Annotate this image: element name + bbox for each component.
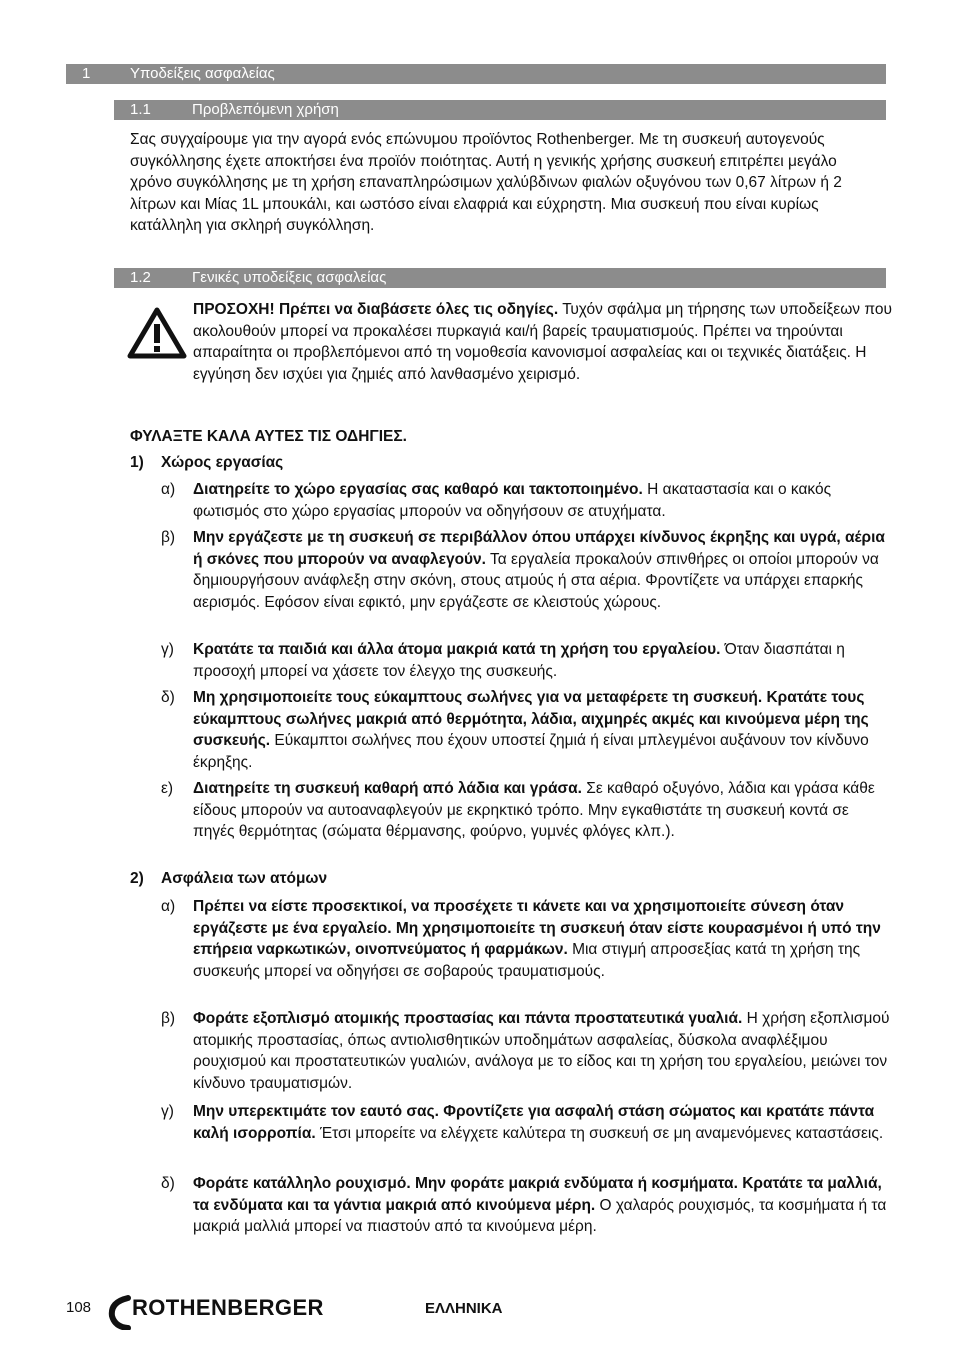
list-item-text: Η χρήση εξοπλισμού ατομικής προστασίας, όπως αντιολισθητικών υποδημάτων ασφαλείας, δύσκολα αναφλέξιμου ρουχισμού και προστατευτικών γυαλιών, ανάλογα με το είδος και τη χρήση του εργαλείου, μειώνει τον κίνδυνο τραυματισμών. — [193, 1010, 890, 1092]
heading-number: 1.2 — [130, 269, 151, 286]
list-item-bold: Φοράτε κατάλληλο ρουχισμό. Μην φοράτε μακριά ενδύματα ή κοσμήματα. Κρατάτε τα μαλλιά, τα ενδύματα και τα γάντια μακριά από κινούμενα μέρη. — [193, 1175, 882, 1214]
list-letter: α) — [161, 481, 176, 498]
list-item-bold: Διατηρείτε τη συσκευή καθαρή από λάδια και γράσα. — [193, 780, 582, 797]
list-item-text: Ο χαλαρός ρουχισμός, τα κοσμήματα ή τα μακριά μαλλιά μπορεί να πιαστούν από τα κινούμενα μέρη. — [193, 1196, 887, 1235]
subsection-heading — [130, 454, 283, 472]
warning-body: Τυχόν σφάλμα μη τήρησης των υποδείξεων που ακολουθούν μπορεί να προκαλέσει πυρκαγιά και/ή βαρείς τραυματισμούς. Πρέπει να τηρούνται απαραίτητα οι προβλεπόμενοι από τη νομοθεσία κανονισμοί ασφαλείας και οι τεχνικές διατάξεις. Η εγγύηση δεν ισχύει για ζημιές από λανθασμένο χειρισμό. — [193, 301, 892, 383]
list-item-text: Έτσι μπορείτε να ελέγχετε καλύτερα τη συσκευή σε μη αναμενόμενες καταστάσεις. — [315, 1124, 884, 1142]
list-item-text: Όταν διασπάται η προσοχή μπορεί να χάσετε τον έλεγχο της συσκευής. — [193, 641, 845, 680]
page-number: 108 — [66, 1299, 92, 1316]
list-letter: γ) — [161, 641, 174, 658]
heading-title: Υποδείξεις ασφαλείας — [130, 65, 275, 82]
heading-title: Προβλεπόμενη χρήση — [192, 101, 339, 118]
list-item-bold: Διατηρείτε το χώρο εργασίας σας καθαρό και τακτοποιημένο. — [193, 481, 643, 498]
list-item-body — [193, 527, 890, 613]
list-item-text: Η ακαταστασία και ο κακός φωτισμός στο χώρο εργασίας μπορούν να οδηγήσουν σε ατυχήματα. — [193, 481, 832, 520]
section-heading-1 — [66, 64, 886, 84]
list-item-bold: Κρατάτε τα παιδιά και άλλα άτομα μακριά κατά τη χρήση του εργαλείου. — [193, 641, 721, 658]
list-item-body — [193, 1101, 890, 1144]
list-item-body — [193, 639, 890, 682]
keep-instructions-heading: ΦΥΛΑΞΤΕ ΚΑΛΑ ΑΥΤΕΣ ΤΙΣ ΟΔΗΓΙΕΣ. — [130, 428, 407, 445]
warning-paragraph — [193, 299, 893, 385]
list-item-bold: Μην εργάζεστε με τη συσκευή σε περιβάλλον όπου υπάρχει κίνδυνος έκρηξης και υγρά, αέρια ή σκόνες που μπορούν να αναφλεγούν. — [193, 529, 885, 568]
list-letter: δ) — [161, 689, 175, 706]
subsection-heading — [130, 870, 327, 888]
list-letter: β) — [161, 1010, 176, 1027]
list-letter: α) — [161, 898, 176, 915]
list-item-body — [193, 1008, 890, 1094]
list-item-bold: Πρέπει να είστε προσεκτικοί, να προσέχετε τι κάνετε και να χρησιμοποιείτε σύνεση όταν εργάζεστε με ένα εργαλείο. Μη χρησιμοποιείτε τη συσκευή όταν είστε κουρασμένοι ή υπό την επήρεια ναρκωτικών, οινοπνεύματος ή φαρμάκων. — [193, 898, 881, 958]
intended-use-paragraph: Σας συγχαίρουμε για την αγορά ενός επώνυμου προϊόντος Rothenberger. Με τη συσκευή αυτογενούς συγκόλλησης έχετε αποκτήσει ένα προϊόν ποιότητας. Αυτή η γενικής χρήσης συσκευή επιτρέπει μεγάλο χρόνο συγκόλλησης με τη χρήση επαναπληρώσιμων χαλύβδινων φιαλών οξυγόνου των 0,67 λίτρων ή 2 λίτρων και Μίας 1L μπουκάλι, και ωστόσο είναι ελαφριά και εύχρηστη. Μια συσκευή που είναι κυρίως κατάλληλη για σκληρή συγκόλληση. — [130, 131, 842, 234]
subsection-number: 1) — [130, 454, 144, 471]
language-label: ΕΛΛΗΝΙΚΑ — [425, 1300, 503, 1317]
list-item-text: Τα εργαλεία προκαλούν σπινθήρες οι οποίοι μπορούν να δημιουργήσουν ανάφλεξη στην σκόνη, στους ατμούς ή στα αέρια. Φροντίζετε να υπάρχει επαρκής αερισμός. Εφόσον είναι εφικτό, μην εργάζεστε σε κλειστούς χώρους. — [193, 550, 879, 611]
list-item-bold: Φοράτε εξοπλισμό ατομικής προστασίας και πάντα προστατευτικά γυαλιά. — [193, 1010, 743, 1027]
section-heading-1-1 — [114, 100, 886, 120]
heading-number: 1.1 — [130, 101, 151, 118]
list-letter: β) — [161, 529, 176, 546]
list-item-bold: Μην υπερεκτιμάτε τον εαυτό σας. Φροντίζετε για ασφαλή στάση σώματος και κρατάτε πάντα καλή ισορροπία. — [193, 1103, 875, 1142]
list-item-text: Εύκαμπτοι σωλήνες που έχουν υποστεί ζημιά ή είναι μπλεγμένοι αυξάνουν τον κίνδυνο έκρηξης. — [193, 732, 869, 771]
subsection-title: Ασφάλεια των ατόμων — [161, 870, 328, 887]
list-item-body — [193, 896, 890, 982]
brand-wordmark: ROTHENBERGER — [132, 1295, 324, 1320]
section-heading-1-2 — [114, 268, 886, 288]
list-item-bold: Μη χρησιμοποιείτε τους εύκαμπτους σωλήνες για να μεταφέρετε τη συσκευή. Κρατάτε τους εύκαμπτους σωλήνες μακριά από θερμότητα, λάδια, αιχμηρές ακμές και κινούμενα μέρη της συσκευής. — [193, 689, 869, 749]
list-letter: ε) — [161, 780, 174, 797]
list-item-body — [193, 687, 890, 773]
list-item-body — [193, 479, 890, 522]
heading-title: Γενικές υποδείξεις ασφαλείας — [192, 269, 387, 286]
subsection-number: 2) — [130, 870, 144, 887]
list-item-body — [193, 1173, 890, 1238]
warning-bold: ΠΡΟΣΟΧΗ! Πρέπει να διαβάσετε όλες τις οδηγίες. — [193, 301, 559, 318]
list-letter: δ) — [161, 1175, 175, 1192]
warning-triangle-icon — [127, 307, 187, 359]
list-item-text: Σε καθαρό οξυγόνο, λάδια και γράσα κάθε είδους μπορούν να αυτοαναφλεγούν με εκρηκτικό τρόπο. Μην εγκαθιστάτε τη συσκευή κοντά σε πηγές θερμότητας (σώματα θέρμανσης, φούρνο, γυμνές φλόγες κλπ.). — [193, 780, 875, 840]
list-letter: γ) — [161, 1103, 174, 1120]
heading-number: 1 — [82, 65, 91, 82]
subsection-title: Χώρος εργασίας — [161, 454, 284, 471]
list-item-body — [193, 778, 890, 843]
list-item-text: Μια στιγμή απροσεξίας κατά τη χρήση της συσκευής μπορεί να οδηγήσει σε σοβαρούς τραυματισμούς. — [193, 941, 861, 980]
